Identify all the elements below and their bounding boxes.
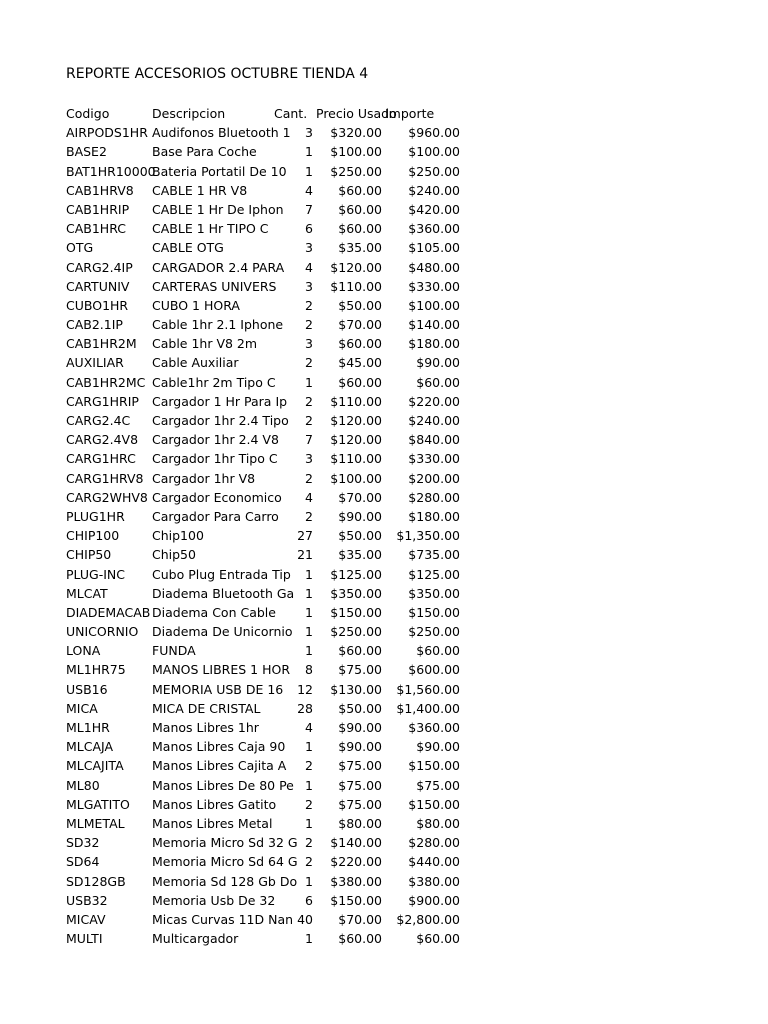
table-row: [0, 411, 768, 430]
cell-importe: $220.00: [408, 393, 460, 409]
cell-descripcion: Memoria Micro Sd 64 G: [152, 854, 298, 870]
cell-cantidad: 6: [305, 892, 313, 908]
cell-importe: $1,560.00: [396, 681, 460, 697]
cell-descripcion: Cargador 1hr V8: [152, 470, 256, 486]
cell-importe: $150.00: [408, 796, 460, 812]
cell-descripcion: Diadema Bluetooth Ga: [152, 585, 295, 601]
cell-codigo: CAB1HRV8: [66, 182, 134, 198]
table-row: [0, 833, 768, 852]
cell-importe: $280.00: [408, 835, 460, 851]
cell-importe: $180.00: [408, 336, 460, 352]
cell-codigo: CARG1HRIP: [66, 393, 139, 409]
cell-descripcion: Cargador 1hr 2.4 Tipo: [152, 413, 289, 428]
table-row: [0, 353, 768, 372]
cell-descripcion: Chip100: [152, 528, 204, 544]
cell-importe: $420.00: [408, 201, 460, 217]
cell-descripcion: Diadema Con Cable: [152, 604, 276, 620]
cell-importe: $330.00: [408, 451, 460, 467]
cell-cantidad: 1: [305, 604, 313, 620]
cell-codigo: CAB1HR2MC: [66, 374, 146, 390]
table-row: [0, 718, 768, 737]
cell-descripcion: FUNDA: [152, 643, 196, 659]
table-row: [0, 219, 768, 238]
cell-precio: $100.00: [330, 470, 382, 486]
cell-importe: $75.00: [416, 777, 460, 793]
cell-precio: $320.00: [330, 125, 382, 141]
cell-cantidad: 2: [305, 393, 313, 409]
table-body: [0, 123, 768, 948]
cell-precio: $110.00: [330, 451, 382, 467]
cell-precio: $60.00: [338, 643, 382, 659]
table-row: [0, 891, 768, 910]
cell-precio: $50.00: [338, 700, 382, 716]
cell-precio: $220.00: [330, 854, 382, 870]
cell-codigo: CARG1HRC: [66, 451, 136, 467]
table-row: [0, 852, 768, 871]
cell-precio: $70.00: [338, 489, 382, 505]
cell-cantidad: 2: [305, 854, 313, 870]
cell-importe: $100.00: [408, 297, 460, 313]
cell-codigo: ML80: [66, 777, 100, 793]
cell-importe: $60.00: [416, 931, 460, 947]
table-row: [0, 162, 768, 181]
table-row: [0, 200, 768, 219]
table-row: [0, 929, 768, 948]
cell-precio: $35.00: [338, 240, 382, 256]
cell-descripcion: Bateria Portatil De 10: [152, 163, 287, 179]
cell-cantidad: 1: [305, 144, 313, 160]
cell-cantidad: 2: [305, 317, 313, 333]
cell-descripcion: Cubo Plug Entrada Tip: [152, 566, 291, 582]
cell-precio: $150.00: [330, 892, 382, 908]
cell-importe: $1,400.00: [396, 700, 460, 716]
table-row: [0, 258, 768, 277]
cell-cantidad: 3: [305, 451, 313, 467]
cell-importe: $900.00: [408, 892, 460, 908]
cell-cantidad: 1: [305, 643, 313, 659]
cell-cantidad: 28: [297, 700, 313, 716]
cell-importe: $440.00: [408, 854, 460, 870]
cell-codigo: ML1HR75: [66, 662, 126, 678]
cell-precio: $125.00: [330, 566, 382, 582]
table-row: [0, 373, 768, 392]
cell-descripcion: Cargador Para Carro: [152, 508, 279, 524]
table-row: [0, 181, 768, 200]
header-precio: Precio Usado: [316, 106, 397, 121]
cell-codigo: CAB1HR2M: [66, 336, 137, 352]
cell-cantidad: 2: [305, 297, 313, 313]
cell-importe: $125.00: [408, 566, 460, 582]
cell-cantidad: 1: [305, 873, 313, 889]
cell-precio: $60.00: [338, 182, 382, 198]
cell-cantidad: 4: [305, 259, 313, 275]
cell-codigo: USB16: [66, 681, 108, 697]
cell-cantidad: 2: [305, 835, 313, 851]
cell-codigo: PLUG1HR: [66, 508, 125, 524]
cell-codigo: CAB1HRC: [66, 221, 126, 237]
cell-precio: $60.00: [338, 931, 382, 947]
cell-descripcion: Cargador 1 Hr Para Ip: [152, 393, 288, 409]
cell-codigo: AIRPODS1HR: [66, 125, 148, 141]
cell-descripcion: CUBO 1 HORA: [152, 297, 240, 313]
table-row: [0, 488, 768, 507]
table-row: [0, 641, 768, 660]
cell-importe: $840.00: [408, 432, 460, 448]
cell-precio: $60.00: [338, 374, 382, 390]
table-row: [0, 545, 768, 564]
cell-codigo: SD128GB: [66, 873, 126, 889]
cell-descripcion: Multicargador: [152, 931, 239, 947]
cell-descripcion: MICA DE CRISTAL: [152, 700, 261, 716]
cell-cantidad: 2: [305, 355, 313, 371]
cell-codigo: CARG2.4IP: [66, 259, 133, 275]
cell-descripcion: Cargador Economico: [152, 489, 282, 505]
cell-precio: $120.00: [330, 413, 382, 428]
cell-codigo: BAT1HR10000: [66, 163, 156, 179]
table-row: [0, 392, 768, 411]
cell-codigo: MLGATITO: [66, 796, 130, 812]
table-row: [0, 584, 768, 603]
cell-importe: $735.00: [408, 547, 460, 563]
cell-cantidad: 3: [305, 125, 313, 141]
cell-descripcion: Memoria Usb De 32: [152, 892, 276, 908]
cell-codigo: MLCAT: [66, 585, 108, 601]
cell-codigo: CARTUNIV: [66, 278, 130, 294]
table-row: [0, 776, 768, 795]
table-row: [0, 814, 768, 833]
cell-precio: $350.00: [330, 585, 382, 601]
cell-cantidad: 1: [305, 566, 313, 582]
cell-precio: $380.00: [330, 873, 382, 889]
cell-cantidad: 3: [305, 336, 313, 352]
cell-codigo: CARG2WHV8: [66, 489, 148, 505]
cell-descripcion: CABLE OTG: [152, 240, 224, 256]
cell-descripcion: CABLE 1 HR V8: [152, 182, 248, 198]
table-row: [0, 737, 768, 756]
cell-precio: $60.00: [338, 221, 382, 237]
cell-descripcion: Cargador 1hr Tipo C: [152, 451, 278, 467]
cell-precio: $150.00: [330, 604, 382, 620]
cell-descripcion: Manos Libres Gatito: [152, 796, 277, 812]
cell-descripcion: Cable Auxiliar: [152, 355, 239, 371]
cell-codigo: ML1HR: [66, 720, 110, 735]
cell-importe: $90.00: [416, 355, 460, 371]
cell-cantidad: 1: [305, 585, 313, 601]
cell-cantidad: 21: [297, 547, 313, 563]
cell-cantidad: 2: [305, 413, 313, 428]
cell-precio: $75.00: [338, 777, 382, 793]
cell-cantidad: 3: [305, 240, 313, 256]
cell-precio: $75.00: [338, 662, 382, 678]
cell-precio: $250.00: [330, 624, 382, 640]
cell-precio: $60.00: [338, 201, 382, 217]
cell-precio: $35.00: [338, 547, 382, 563]
table-row: [0, 277, 768, 296]
cell-precio: $50.00: [338, 528, 382, 544]
cell-descripcion: Cable 1hr V8 2m: [152, 336, 258, 352]
report-table: [0, 104, 768, 948]
cell-importe: $80.00: [416, 815, 460, 831]
cell-precio: $120.00: [330, 259, 382, 275]
cell-codigo: MICAV: [66, 911, 106, 927]
cell-importe: $960.00: [408, 125, 460, 141]
cell-precio: $45.00: [338, 355, 382, 371]
cell-cantidad: 1: [305, 777, 313, 793]
table-row: [0, 622, 768, 641]
table-row: [0, 660, 768, 679]
cell-cantidad: 4: [305, 720, 313, 735]
cell-cantidad: 40: [297, 911, 313, 927]
cell-precio: $75.00: [338, 796, 382, 812]
cell-descripcion: Chip50: [152, 547, 196, 563]
header-codigo: Codigo: [66, 106, 110, 121]
cell-codigo: SD64: [66, 854, 100, 870]
cell-importe: $350.00: [408, 585, 460, 601]
cell-codigo: CHIP50: [66, 547, 112, 563]
cell-descripcion: Manos Libres Cajita A: [152, 758, 287, 774]
cell-cantidad: 2: [305, 758, 313, 774]
cell-cantidad: 1: [305, 815, 313, 831]
cell-descripcion: Micas Curvas 11D Nan: [152, 911, 294, 927]
cell-cantidad: 8: [305, 662, 313, 678]
table-row: [0, 469, 768, 488]
cell-precio: $90.00: [338, 508, 382, 524]
cell-cantidad: 2: [305, 796, 313, 812]
table-row: [0, 526, 768, 545]
cell-precio: $140.00: [330, 835, 382, 851]
table-row: [0, 449, 768, 468]
cell-descripcion: Cable 1hr 2.1 Iphone: [152, 317, 284, 333]
cell-importe: $105.00: [408, 240, 460, 256]
table-row: [0, 795, 768, 814]
cell-descripcion: Memoria Micro Sd 32 G: [152, 835, 298, 851]
table-row: [0, 430, 768, 449]
cell-precio: $70.00: [338, 317, 382, 333]
cell-importe: $240.00: [408, 182, 460, 198]
cell-codigo: SD32: [66, 835, 100, 851]
cell-importe: $200.00: [408, 470, 460, 486]
table-row: [0, 238, 768, 257]
cell-precio: $75.00: [338, 758, 382, 774]
cell-importe: $1,350.00: [396, 528, 460, 544]
cell-codigo: MLCAJITA: [66, 758, 124, 774]
cell-importe: $150.00: [408, 758, 460, 774]
cell-cantidad: 7: [305, 432, 313, 448]
cell-cantidad: 2: [305, 470, 313, 486]
cell-importe: $100.00: [408, 144, 460, 160]
cell-codigo: PLUG-INC: [66, 566, 125, 582]
cell-codigo: UNICORNIO: [66, 624, 139, 640]
cell-descripcion: Manos Libres De 80 Pe: [152, 777, 294, 793]
cell-importe: $250.00: [408, 163, 460, 179]
cell-cantidad: 4: [305, 182, 313, 198]
cell-codigo: AUXILIAR: [66, 355, 124, 371]
cell-precio: $130.00: [330, 681, 382, 697]
cell-cantidad: 1: [305, 163, 313, 179]
cell-descripcion: MEMORIA USB DE 16: [152, 681, 284, 697]
cell-precio: $70.00: [338, 911, 382, 927]
table-row: [0, 123, 768, 142]
cell-descripcion: Diadema De Unicornio: [152, 624, 293, 640]
report-title: REPORTE ACCESORIOS OCTUBRE TIENDA 4: [66, 66, 369, 82]
table-row: [0, 872, 768, 891]
cell-importe: $380.00: [408, 873, 460, 889]
cell-codigo: CARG2.4C: [66, 413, 131, 428]
cell-cantidad: 6: [305, 221, 313, 237]
cell-importe: $360.00: [408, 221, 460, 237]
cell-importe: $180.00: [408, 508, 460, 524]
cell-codigo: DIADEMACAB: [66, 604, 151, 620]
cell-cantidad: 12: [297, 681, 313, 697]
table-row: [0, 910, 768, 929]
cell-descripcion: CABLE 1 Hr TIPO C: [152, 221, 269, 237]
cell-codigo: OTG: [66, 240, 94, 256]
cell-precio: $90.00: [338, 720, 382, 735]
cell-descripcion: Manos Libres 1hr: [152, 720, 259, 735]
cell-precio: $50.00: [338, 297, 382, 313]
cell-codigo: BASE2: [66, 144, 107, 160]
cell-precio: $110.00: [330, 393, 382, 409]
cell-importe: $240.00: [408, 413, 460, 428]
cell-descripcion: Cargador 1hr 2.4 V8: [152, 432, 279, 448]
table-row: [0, 142, 768, 161]
cell-descripcion: Base Para Coche: [152, 144, 257, 160]
cell-importe: $360.00: [408, 720, 460, 735]
cell-importe: $140.00: [408, 317, 460, 333]
cell-cantidad: 27: [297, 528, 313, 544]
cell-cantidad: 1: [305, 931, 313, 947]
cell-codigo: LONA: [66, 643, 101, 659]
cell-cantidad: 7: [305, 201, 313, 217]
cell-precio: $90.00: [338, 739, 382, 755]
header-importe: Importe: [385, 106, 435, 121]
cell-precio: $110.00: [330, 278, 382, 294]
cell-codigo: CARG1HRV8: [66, 470, 144, 486]
cell-cantidad: 1: [305, 624, 313, 640]
cell-codigo: MULTI: [66, 931, 103, 947]
cell-cantidad: 3: [305, 278, 313, 294]
cell-codigo: MLCAJA: [66, 739, 114, 755]
table-row: [0, 315, 768, 334]
cell-codigo: CAB2.1IP: [66, 317, 123, 333]
cell-codigo: CARG2.4V8: [66, 432, 139, 448]
cell-importe: $250.00: [408, 624, 460, 640]
cell-importe: $150.00: [408, 604, 460, 620]
table-row: [0, 334, 768, 353]
cell-descripcion: CABLE 1 Hr De Iphon: [152, 201, 284, 217]
cell-precio: $120.00: [330, 432, 382, 448]
cell-descripcion: Audifonos Bluetooth 1: [152, 125, 291, 141]
table-row: [0, 507, 768, 526]
cell-importe: $280.00: [408, 489, 460, 505]
cell-descripcion: CARGADOR 2.4 PARA: [152, 259, 285, 275]
cell-codigo: CHIP100: [66, 528, 120, 544]
table-header-row: [0, 104, 768, 123]
cell-descripcion: Memoria Sd 128 Gb Do: [152, 873, 298, 889]
cell-precio: $60.00: [338, 336, 382, 352]
cell-cantidad: 2: [305, 508, 313, 524]
cell-precio: $100.00: [330, 144, 382, 160]
cell-codigo: USB32: [66, 892, 108, 908]
table-row: [0, 603, 768, 622]
cell-cantidad: 1: [305, 374, 313, 390]
cell-descripcion: Manos Libres Caja 90: [152, 739, 286, 755]
cell-precio: $250.00: [330, 163, 382, 179]
cell-descripcion: Cable1hr 2m Tipo C: [152, 374, 276, 390]
cell-importe: $90.00: [416, 739, 460, 755]
cell-importe: $330.00: [408, 278, 460, 294]
table-row: [0, 565, 768, 584]
cell-descripcion: CARTERAS UNIVERS: [152, 278, 277, 294]
cell-cantidad: 1: [305, 739, 313, 755]
cell-precio: $80.00: [338, 815, 382, 831]
cell-descripcion: MANOS LIBRES 1 HOR: [152, 662, 291, 678]
cell-codigo: CUBO1HR: [66, 297, 129, 313]
table-row: [0, 296, 768, 315]
cell-importe: $2,800.00: [396, 911, 460, 927]
table-row: [0, 699, 768, 718]
header-cantidad: Cant.: [274, 106, 308, 121]
table-row: [0, 680, 768, 699]
cell-codigo: MLMETAL: [66, 815, 125, 831]
cell-descripcion: Manos Libres Metal: [152, 815, 273, 831]
header-descripcion: Descripcion: [152, 106, 226, 121]
cell-importe: $60.00: [416, 643, 460, 659]
cell-cantidad: 4: [305, 489, 313, 505]
table-row: [0, 756, 768, 775]
cell-importe: $480.00: [408, 259, 460, 275]
cell-importe: $600.00: [408, 662, 460, 678]
cell-importe: $60.00: [416, 374, 460, 390]
cell-codigo: MICA: [66, 700, 98, 716]
cell-codigo: CAB1HRIP: [66, 201, 130, 217]
